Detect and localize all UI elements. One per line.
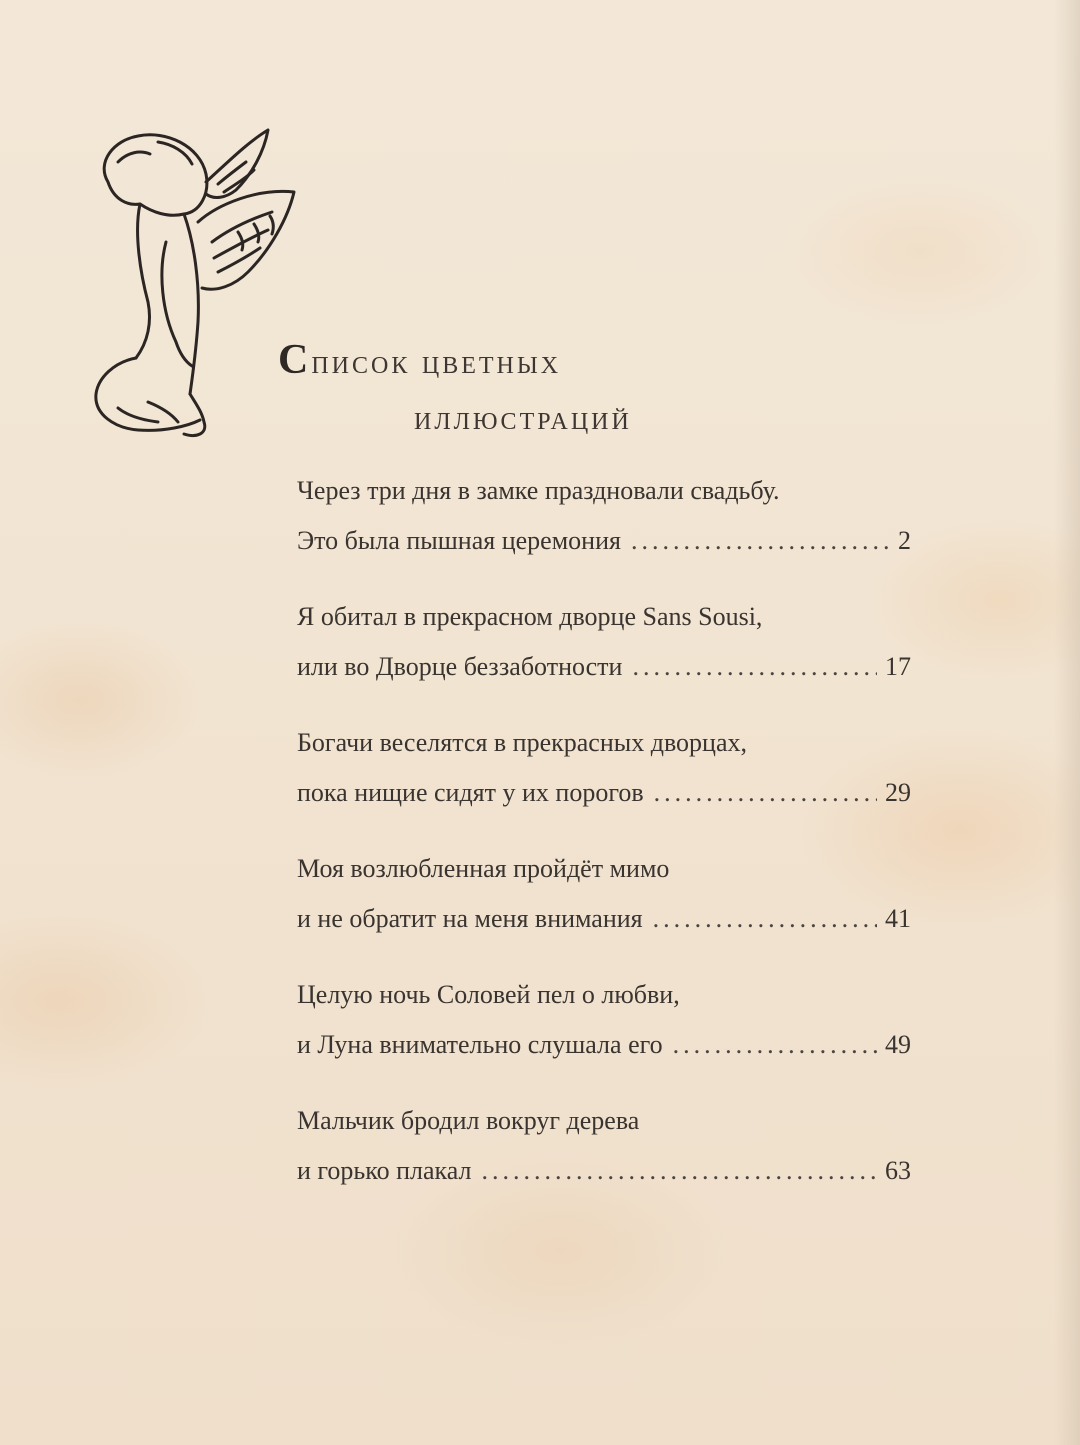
entry-caption-line-2: и не обратит на меня внимания xyxy=(297,904,643,933)
page-number: 49 xyxy=(885,1030,911,1059)
list-item xyxy=(297,592,911,718)
entry-caption-line-1: Я обитал в прекрасном дворце Sans Sousi, xyxy=(297,602,763,631)
page-number: 2 xyxy=(898,526,911,555)
entry-caption-line-1: Целую ночь Соловей пел о любви, xyxy=(297,980,680,1009)
dot-leader xyxy=(673,1020,877,1070)
entry-caption-line-2: и горько плакал xyxy=(297,1156,472,1185)
list-item xyxy=(297,1096,911,1222)
list-item xyxy=(297,466,911,592)
page-number: 29 xyxy=(885,778,911,807)
illustrations-list xyxy=(297,466,911,1222)
entry-caption-line-2: пока нищие сидят у их порогов xyxy=(297,778,644,807)
title-line-1-text: писок цветных xyxy=(311,344,562,381)
page-edge-shadow xyxy=(1054,0,1080,1445)
page-number: 41 xyxy=(885,904,911,933)
cherub-illustration xyxy=(88,122,303,440)
entry-caption-line-1: Моя возлюбленная пройдёт мимо xyxy=(297,854,670,883)
title-initial: С xyxy=(278,337,312,383)
dot-leader xyxy=(482,1146,877,1196)
list-item xyxy=(297,970,911,1096)
entry-caption-line-1: Через три дня в замке праздновали свадьбу. xyxy=(297,476,780,505)
entry-caption-line-1: Мальчик бродил вокруг дерева xyxy=(297,1106,640,1135)
title-line-1 xyxy=(278,332,798,391)
dot-leader xyxy=(632,642,877,692)
entry-caption-line-2: и Луна внимательно слушала его xyxy=(297,1030,663,1059)
entry-caption-line-2: или во Дворце беззаботности xyxy=(297,652,623,681)
page-number: 17 xyxy=(885,652,911,681)
page-number: 63 xyxy=(885,1156,911,1185)
dot-leader xyxy=(631,516,890,566)
page-title xyxy=(278,332,798,447)
entry-caption-line-2: Это была пышная церемония xyxy=(297,526,621,555)
entry-caption-line-1: Богачи веселятся в прекрасных дворцах, xyxy=(297,728,748,757)
dot-leader xyxy=(654,768,877,818)
dot-leader xyxy=(653,894,877,944)
list-item xyxy=(297,718,911,844)
title-line-2: иллюстраций xyxy=(414,400,632,437)
list-item xyxy=(297,844,911,970)
